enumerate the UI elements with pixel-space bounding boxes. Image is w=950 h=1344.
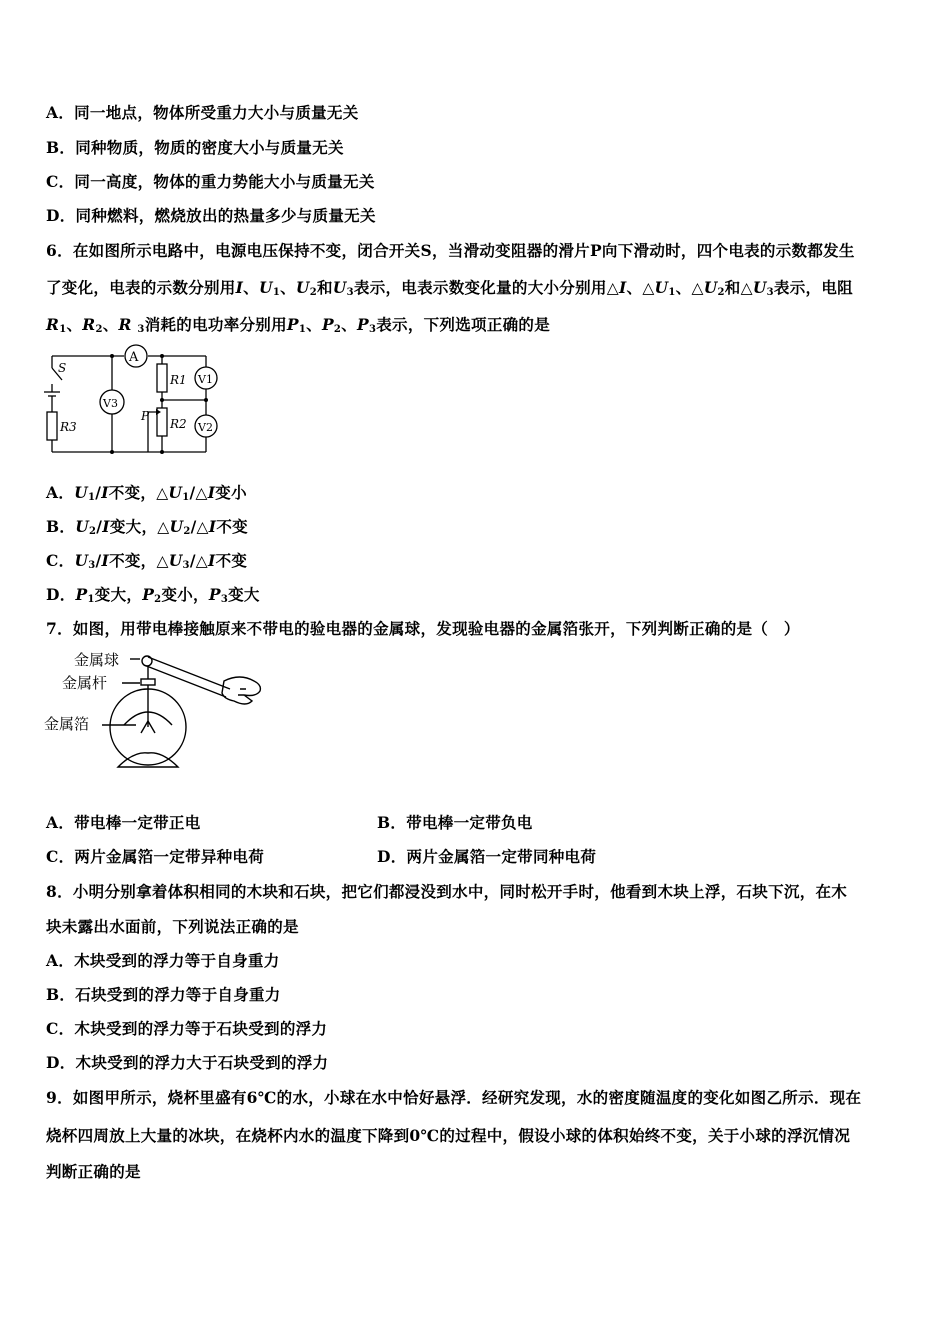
- q7-option-c: C．两片金属箔一定带异种电荷: [46, 847, 265, 866]
- q7-option-a: A．带电棒一定带正电: [46, 813, 201, 832]
- q7-stem: 7．如图，用带电棒接触原来不带电的验电器的金属球，发现验电器的金属箔张开，下列判断正确的是（ ）: [46, 619, 800, 638]
- q5-option-c: C．同一高度，物体的重力势能大小与质量无关: [46, 172, 375, 191]
- q6-option-a: A．$U_1/I$不变，$\triangle U_1/\triangle I$变小: [46, 483, 247, 503]
- switch-label: S: [58, 361, 67, 375]
- q7-option-d: D．两片金属箔一定带同种电荷: [377, 847, 597, 866]
- v3-label: V3: [103, 397, 118, 410]
- q5-option-a: A．同一地点，物体所受重力大小与质量无关: [46, 103, 359, 122]
- q7-option-b: B．带电棒一定带负电: [377, 813, 533, 832]
- q8-option-b: B．石块受到的浮力等于自身重力: [46, 985, 281, 1004]
- q9-stem-line3: 判断正确的是: [46, 1162, 141, 1181]
- r2-label: R2: [170, 417, 187, 431]
- q6-stem-line2: 了变化，电表的示数分别用I、$U_1$、$U_2$和$U_3$表示，电表示数变化量的大小分别用△I、$\triangle U_1$、$\triangle U_2$和$\triangle U_3$表示，电阻: [46, 278, 853, 298]
- q5-option-b: B．同种物质，物质的密度大小与质量无关: [46, 138, 344, 157]
- q8-stem-line1: 8．小明分别拿着体积相同的木块和石块，把它们都浸没到水中，同时松开手时，他看到木块上浮，石块下沉，在木: [46, 882, 848, 901]
- r3-label: R3: [60, 420, 77, 434]
- q6-stem-line3: $R_1$、$R_2$、R $_3$消耗的电功率分别用$P_1$、$P_2$、$P_3$表示，下列选项正确的是: [46, 315, 551, 335]
- v1-label: V1: [198, 373, 213, 386]
- q6-option-b: B．$U_2/I$变大，$\triangle U_2/\triangle I$不变: [46, 517, 248, 537]
- q5-option-d: D．同种燃料，燃烧放出的热量多少与质量无关: [46, 206, 376, 225]
- q8-option-a: A．木块受到的浮力等于自身重力: [46, 951, 280, 970]
- ammeter-label: A: [129, 350, 139, 365]
- q9-stem-line1: 9．如图甲所示，烧杯里盛有6℃的水，小球在水中恰好悬浮．经研究发现，水的密度随温度的变化如图乙所示．现在: [46, 1088, 862, 1107]
- q8-stem-line2: 块未露出水面前，下列说法正确的是: [46, 917, 299, 936]
- label-metal-foil: 金属箔: [44, 715, 90, 733]
- q6-stem-line1: 6．在如图所示电路中，电源电压保持不变，闭合开关S，当滑动变阻器的滑片P向下滑动时，四个电表的示数都发生: [46, 241, 855, 260]
- q6-option-d: D．$P_1$变大，$P_2$变小，$P_3$变大: [46, 585, 260, 605]
- q9-stem-line2: 烧杯四周放上大量的冰块，在烧杯内水的温度下降到0℃的过程中，假设小球的体积始终不变，关于小球的浮沉情况: [46, 1126, 851, 1145]
- electroscope-diagram: [40, 645, 280, 780]
- slider-label: P: [141, 409, 150, 423]
- label-metal-ball: 金属球: [74, 651, 120, 669]
- v2-label: V2: [198, 421, 213, 434]
- label-metal-rod: 金属杆: [62, 674, 108, 692]
- q8-option-c: C．木块受到的浮力等于石块受到的浮力: [46, 1019, 328, 1038]
- q8-option-d: D．木块受到的浮力大于石块受到的浮力: [46, 1053, 329, 1072]
- circuit-diagram: [40, 340, 230, 460]
- r1-label: R1: [170, 373, 187, 387]
- q6-option-c: C．$U_3/I$不变，$\triangle U_3/\triangle I$不变: [46, 551, 248, 571]
